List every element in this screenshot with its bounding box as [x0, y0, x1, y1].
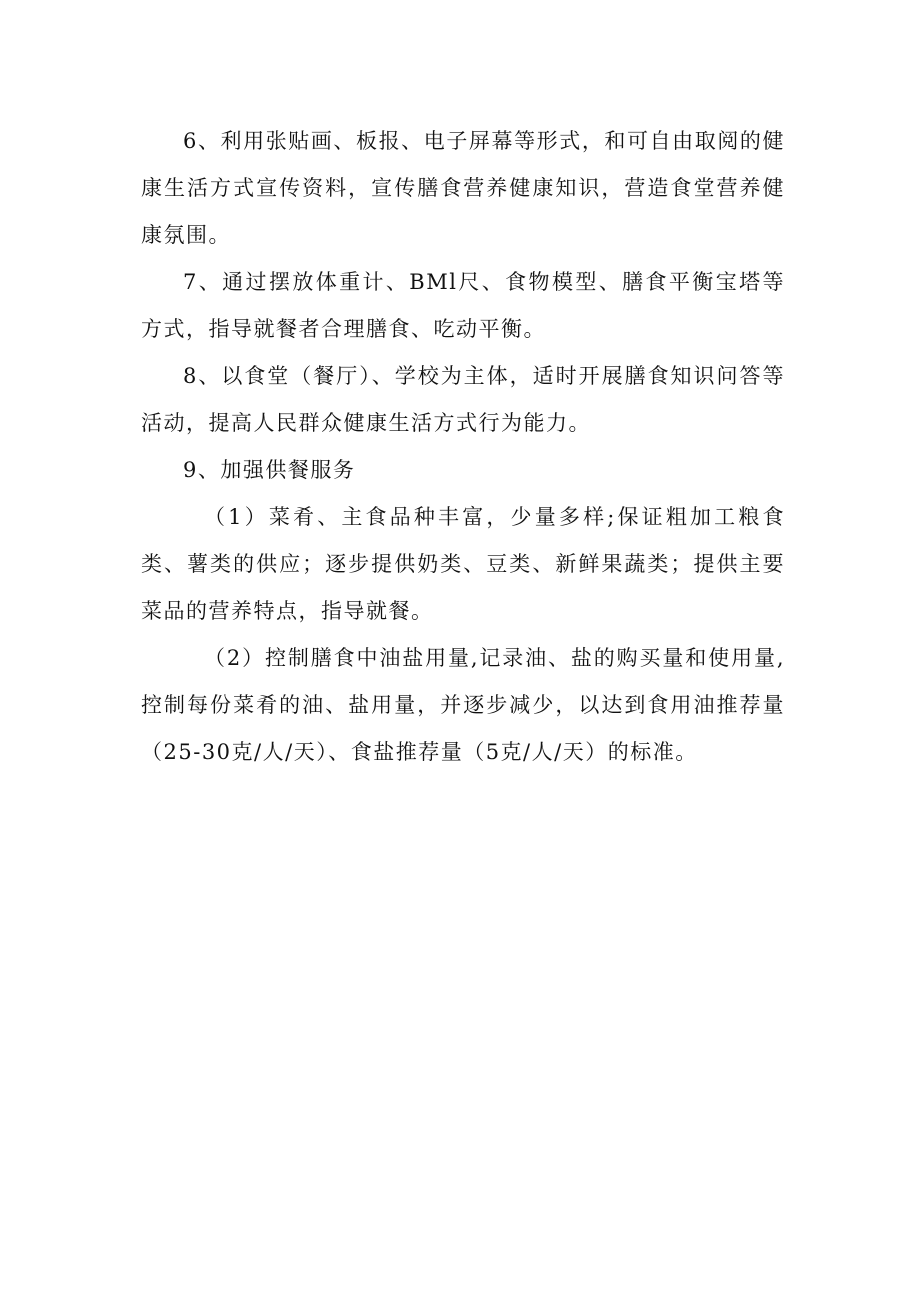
paragraph-item-8: 8、以食堂（餐厅）、学校为主体，适时开展膳食知识问答等活动，提高人民群众健康生活方式行为能力。	[141, 364, 785, 435]
paragraph-item-9-1: （1）菜肴、主食品种丰富，少量多样;保证粗加工粮食类、薯类的供应；逐步提供奶类、豆类、新鲜果蔬类；提供主要菜品的营养特点，指导就餐。	[141, 505, 785, 623]
paragraph-item-9: 9、加强供餐服务	[183, 458, 356, 482]
paragraph-item-9-2: （2）控制膳食中油盐用量,记录油、盐的购买量和使用量,控制每份菜肴的油、盐用量，并逐步减少，以达到食用油推荐量（25-30克/人/天）、食盐推荐量（5克/人/天）的标准。	[141, 646, 785, 764]
paragraph-item-7: 7、通过摆放体重计、BMl尺、食物模型、膳食平衡宝塔等方式，指导就餐者合理膳食、吃动平衡。	[141, 270, 785, 341]
paragraph-item-6: 6、利用张贴画、板报、电子屏幕等形式，和可自由取阅的健康生活方式宣传资料，宣传膳食营养健康知识，营造食堂营养健康氛围。	[141, 129, 785, 247]
